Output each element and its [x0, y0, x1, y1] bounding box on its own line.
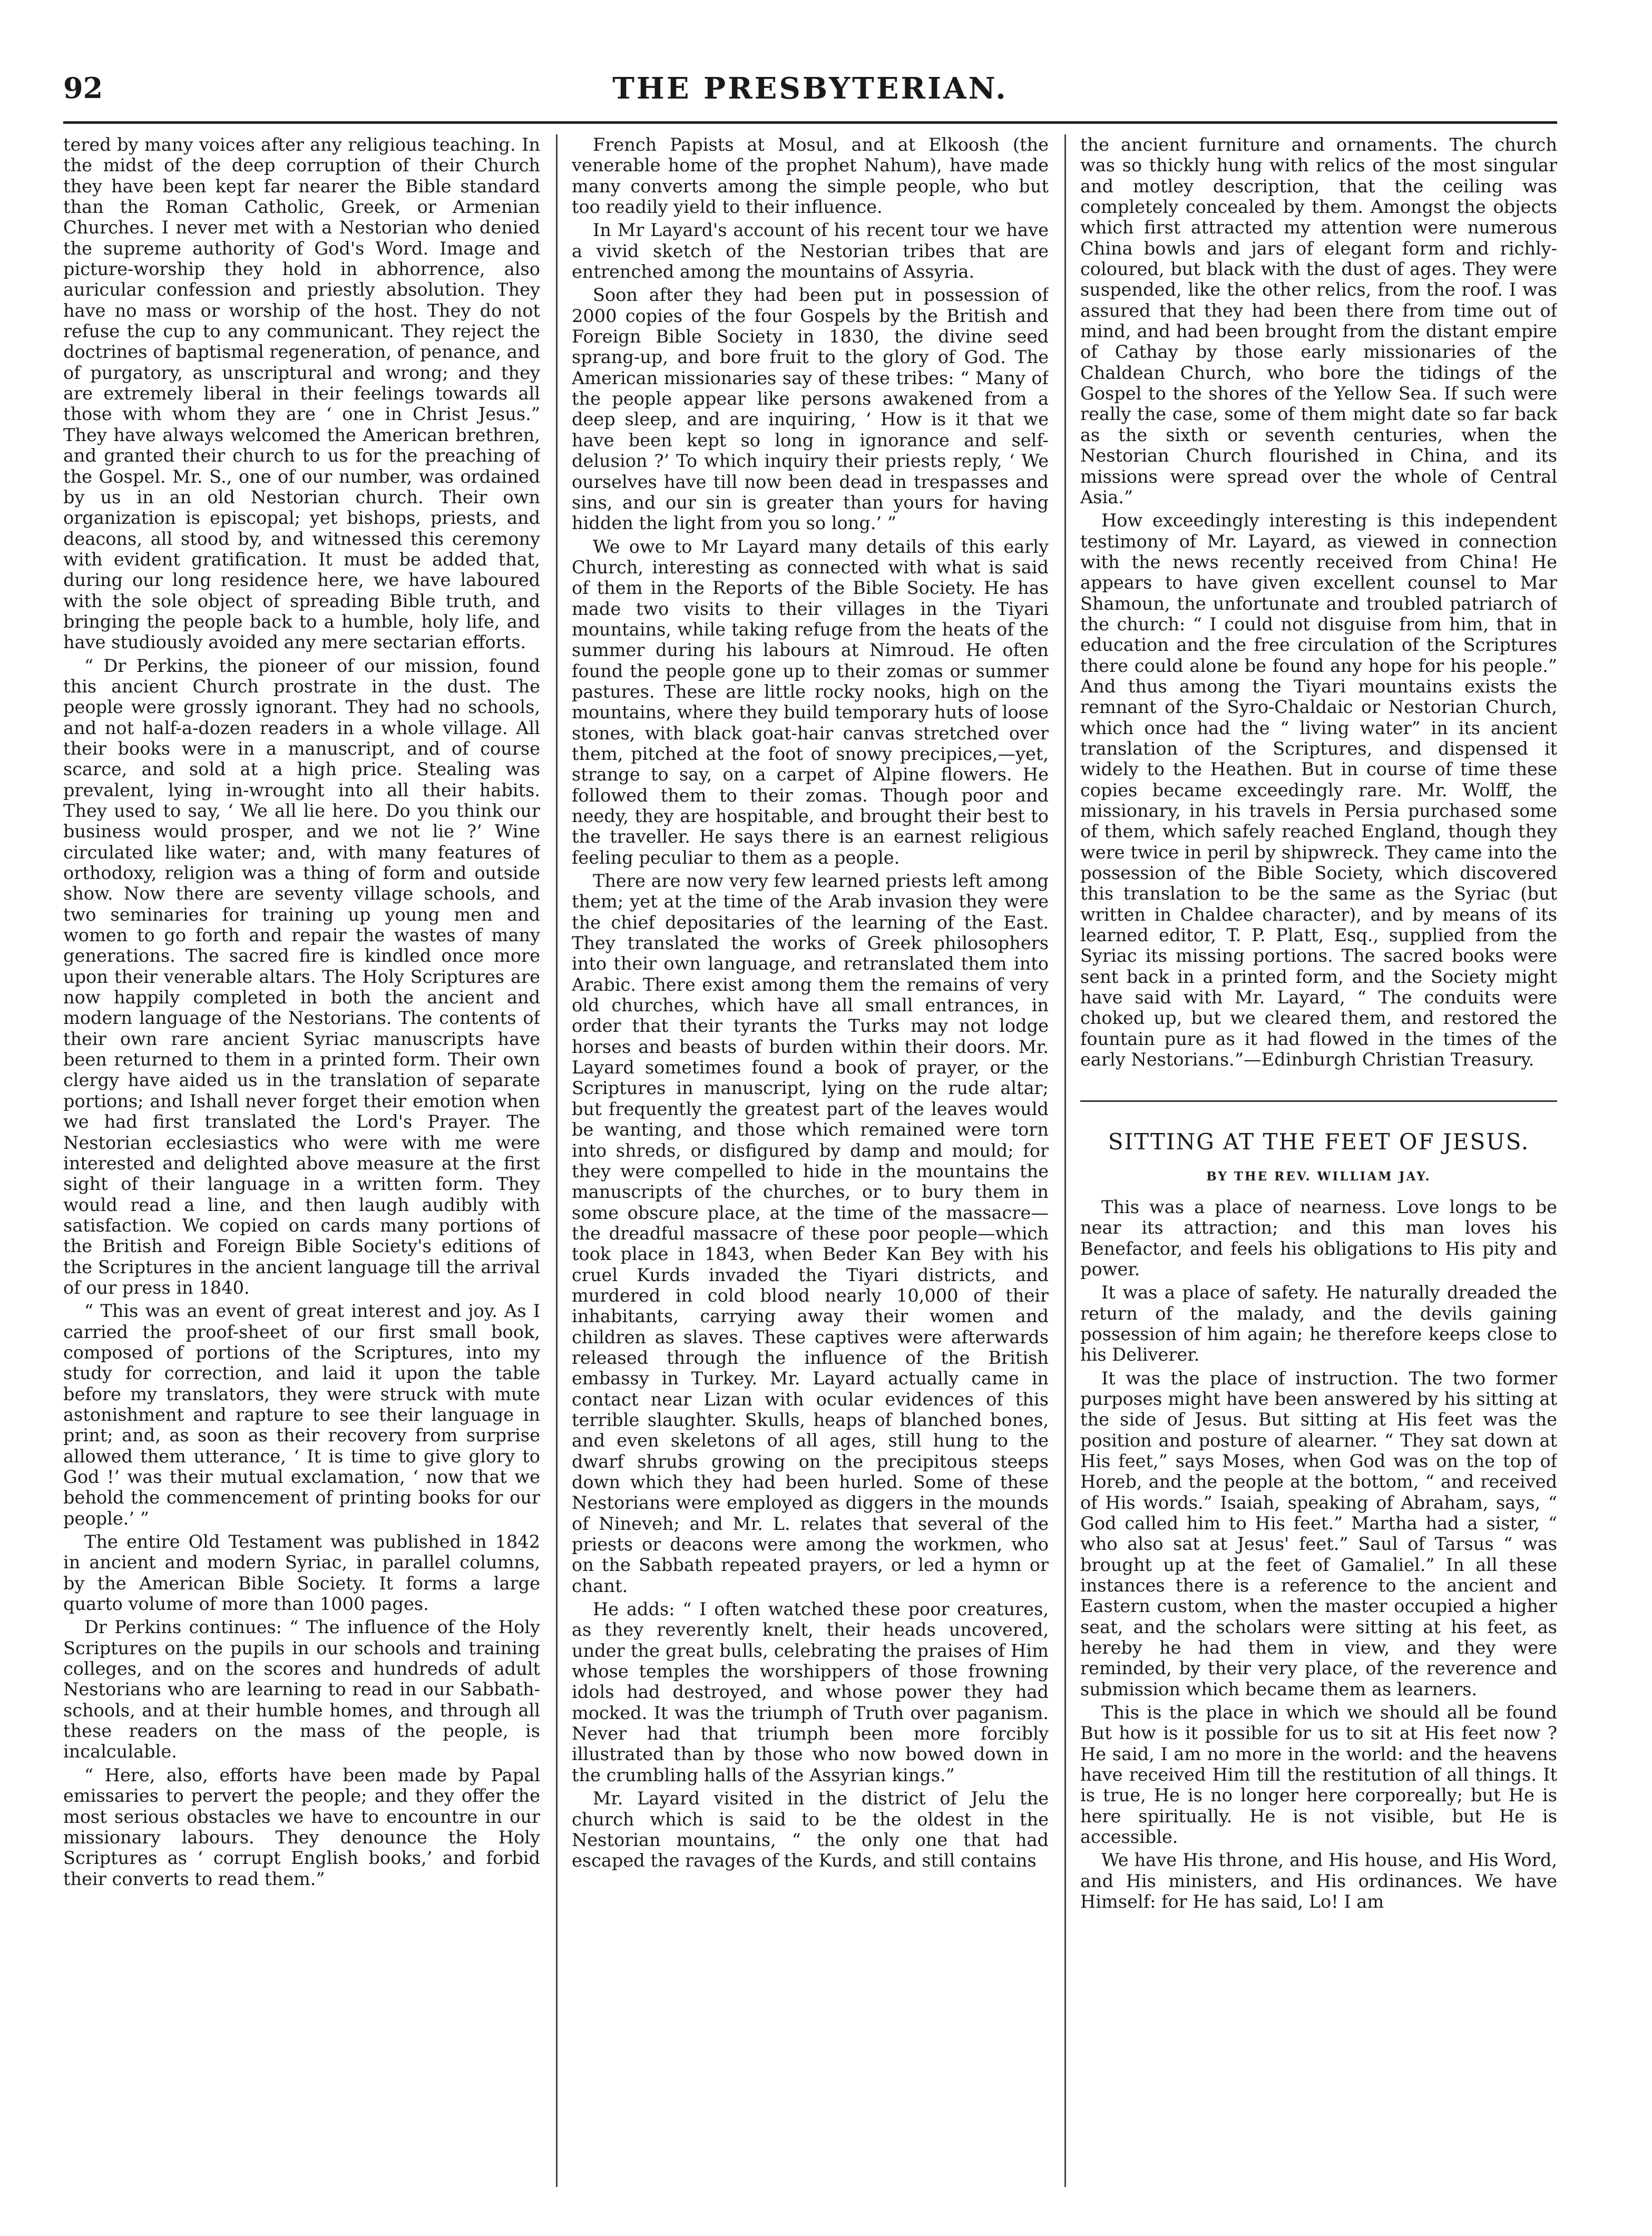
running-title: THE PRESBYTERIAN.: [612, 71, 1008, 106]
column-rule-1: [556, 134, 558, 2187]
paragraph: French Papists at Mosul, and at Elkoosh (the venerable home of the prophet Nahum), have made many converts among the simple people, who but too readily yield to their influence.: [572, 134, 1049, 218]
paragraph: Soon after they had been put in possession of 2000 copies of the four Gospels by the British and Foreign Bible Society in 1830, the divine seed sprang-up, and bore fruit to the glory of God. The American missionaries say of these tribes: “ Many of the people appear like persons awakened from a deep sleep, and are inquiring, ‘ How is it that we have been kept so long in ignorance and self-delusion ?’ To which inquiry their priests reply, ‘ We ourselves have till now been dead in trespasses and sins, and our sin is greater than yours for having hidden the light from you so long.’ ”: [572, 285, 1049, 534]
paragraph: Mr. Layard visited in the district of Jelu the church which is said to be the oldest in the Nestorian mountains, “ the only one that had escaped the ravages of the Kurds, and still contains: [572, 1788, 1049, 1871]
page-number: 92: [63, 71, 103, 105]
paragraph: “ This was an event of great interest and joy. As I carried the proof-sheet of our first small book, composed of portions of the Scriptures, into my study for correction, and laid it upon the table before my translators, they were struck with mute astonishment and rapture to see their language in print; and, as soon as their recovery from surprise allowed them utterance, ‘ It is time to give glory to God !’ was their mutual exclamation, ‘ now that we behold the commencement of printing books for our people.’ ”: [63, 1301, 540, 1529]
paragraph: We have His throne, and His house, and His Word, and His ministers, and His ordinances. We have Himself: for He has said, Lo! I am: [1080, 1850, 1557, 1912]
paragraph: This was a place of nearness. Love longs to be near its attraction; and this man loves his Benefactor, and feels his obligations to His pity and power.: [1080, 1196, 1557, 1280]
paragraph: We owe to Mr Layard many details of this early Church, interesting as connected with what is said of them in the Reports of the Bible Society. He has made two visits to their villages in the Tiyari mountains, while taking refuge from the heats of the summer during his labours at Nimroud. He often found the people gone up to their zomas or summer pastures. These are little rocky nooks, high on the mountains, where they build temporary huts of loose stones, with black goat-hair canvas stretched over them, pitched at the foot of snowy precipices,—yet, strange to say, on a carpet of Alpine flowers. He followed them to their zomas. Though poor and needy, they are hospitable, and brought their best to the traveller. He says there is an earnest religious feeling peculiar to them as a people.: [572, 536, 1049, 868]
paragraph: The entire Old Testament was published in 1842 in ancient and modern Syriac, in parallel columns, by the American Bible Society. It forms a large quarto volume of more than 1000 pages.: [63, 1531, 540, 1615]
paragraph: Dr Perkins continues: “ The influence of the Holy Scriptures on the pupils in our schools and training colleges, and on the scores and hundreds of adult Nestorians who are learning to read in our Sabbath-schools, and at their humble homes, and through all these readers on the mass of the people, is incalculable.: [63, 1617, 540, 1762]
paragraph: “ Here, also, efforts have been made by Papal emissaries to pervert the people; and they offer the most serious obstacles we have to encountre in our missionary labours. They denounce the Holy Scriptures as ‘ corrupt English books,’ and forbid their converts to read them.”: [63, 1764, 540, 1889]
paragraph: In Mr Layard's account of his recent tour we have a vivid sketch of the Nestorian tribes that are entrenched among the mountains of Assyria.: [572, 220, 1049, 282]
column-3: [1080, 134, 1557, 2187]
column-rule-2: [1064, 134, 1066, 2187]
column-2: [572, 134, 1049, 2187]
paragraph: the ancient furniture and ornaments. The church was so thickly hung with relics of the most singular and motley description, that the ceiling was completely concealed by them. Amongst the objects which first attracted my attention were numerous China bowls and jars of elegant form and richly-coloured, but black with the dust of ages. They were suspended, like the other relics, from the roof. I was assured that they had been there from time out of mind, and had been brought from the distant empire of Cathay by those early missionaries of the Chaldean Church, who bore the tidings of the Gospel to the shores of the Yellow Sea. If such were really the case, some of them might date so far back as the sixth or seventh centuries, when the Nestorian Church flourished in China, and its missions were spread over the whole of Central Asia.”: [1080, 134, 1557, 507]
paragraph: It was a place of safety. He naturally dreaded the return of the malady, and the devils gaining possession of him again; he therefore keeps close to his Deliverer.: [1080, 1282, 1557, 1365]
paragraph: This is the place in which we should all be found But how is it possible for us to sit at His feet now ? He said, I am no more in the world: and the heavens have received Him till the restitution of all things. It is true, He is no longer here corporeally; but He is here spiritually. He is not visible, but He is accessible.: [1080, 1702, 1557, 1848]
article-title: SITTING AT THE FEET OF JESUS.: [1108, 1129, 1530, 1155]
paragraph: tered by many voices after any religious teaching. In the midst of the deep corruption of their Church they have been kept far nearer the Bible standard than the Roman Catholic, Greek, or Armenian Churches. I never met with a Nestorian who denied the supreme authority of God's Word. Image and picture-worship they hold in abhorrence, also auricular confession and priestly absolution. They have no mass or worship of the host. They do not refuse the cup to any communicant. They reject the doctrines of baptismal regeneration, of penance, and of purgatory, as unscriptural and wrong; and they are extremely liberal in their feelings towards all those with whom they are ‘ one in Christ Jesus.” They have always welcomed the American brethren, and granted their church to us for the preaching of the Gospel. Mr. S., one of our number, was ordained by us in an old Nestorian church. Their own organization is episcopal; yet bishops, priests, and deacons, all stood by, and witnessed this ceremony with evident gratification. It must be added that, during our long residence here, we have laboured with the sole object of spreading Bible truth, and bringing the people back to a humble, holy life, and have studiously avoided any mere sectarian efforts.: [63, 134, 540, 653]
column-1: [63, 134, 540, 2187]
paragraph: It was the place of instruction. The two former purposes might have been answered by his sitting at the side of Jesus. But sitting at His feet was the position and posture of alearner. “ They sat down at His feet,” says Moses, when God was on the top of Horeb, and the people at the bottom, “ and received of His words.” Isaiah, speaking of Abraham, says, “ God called him to His feet.” Martha had a sister, “ who also sat at Jesus' feet.” Saul of Tarsus “ was brought up at the feet of Gamaliel.” In all these instances there is a reference to the ancient and Eastern custom, when the master occupied a higher seat, and the scholars were sitting at his feet, as hereby he had them in view, and they were reminded, by their very place, of the reverence and submission which became them as learners.: [1080, 1368, 1557, 1700]
page-header: [63, 71, 1557, 124]
paragraph: There are now very few learned priests left among them; yet at the time of the Arab invasion they were the chief depositaries of the learning of the East. They translated the works of Greek philosophers into their own language, and retranslated them into Arabic. There exist among them the remains of very old churches, which have all small entrances, in order that their tyrants the Turks may not lodge horses and beasts of burden within their doors. Mr. Layard sometimes found a book of prayer, or the Scriptures in manuscript, lying on the rude altar; but frequently the greatest part of the leaves would be wanting, and those which remained were torn into shreds, or disfigured by damp and mould; for they were compelled to hide in the mountains the manuscripts of the churches, or to bury them in some obscure place, at the time of the massacre—the dreadful massacre of these poor people—which took place in 1843, when Beder Kan Bey with his cruel Kurds invaded the Tiyari districts, and murdered in cold blood nearly 10,000 of their inhabitants, carrying away their women and children as slaves. These captives were afterwards released through the influence of the British embassy in Turkey. Mr. Layard actually came in contact near Lizan with ocular evidences of this terrible slaughter. Skulls, heaps of blanched bones, and even skeletons of all ages, still hung to the dwarf shrubs growing on the precipitous steeps down which they had been hurled. Some of these Nestorians were employed as diggers in the mounds of Nineveh; and Mr. L. relates that several of the priests or deacons were among the workmen, who on the Sabbath repeated prayers, or led a hymn or chant.: [572, 871, 1049, 1596]
paragraph: He adds: “ I often watched these poor creatures, as they reverently knelt, their heads uncovered, under the great bulls, celebrating the praises of Him whose temples the worshippers of those frowning idols had destroyed, and whose power they had mocked. It was the triumph of Truth over paganism. Never had that triumph been more forcibly illustrated than by those who now bowed down in the crumbling halls of the Assyrian kings.”: [572, 1599, 1049, 1785]
paragraph: “ Dr Perkins, the pioneer of our mission, found this ancient Church prostrate in the dust. The people were grossly ignorant. They had no schools, and not half-a-dozen readers in a whole village. All their books were in a manuscript, and of course scarce, and sold at a high price. Stealing was prevalent, lying in-wrought into all their habits. They used to say, ‘ We all lie here. Do you think our business would prosper, and we not lie ?’ Wine circulated like water; and, with many features of orthodoxy, religion was a thing of form and outside show. Now there are seventy village schools, and two seminaries for training up young men and women to go forth and repair the wastes of many generations. The sacred fire is kindled once more upon their venerable altars. The Holy Scriptures are now happily completed in both the ancient and modern language of the Nestorians. The contents of their own rare ancient Syriac manuscripts have been returned to them in a printed form. Their own clergy have aided us in the translation of separate portions; and Ishall never forget their emotion when we had first translated the Lord's Prayer. The Nestorian ecclesiastics who were with me were interested and delighted above measure at the first sight of their language in a written form. They would read a line, and then laugh audibly with satisfaction. We copied on cards many portions of the British and Foreign Bible Society's editions of the Scriptures in the ancient language till the arrival of our press in 1840.: [63, 655, 540, 1298]
article-separator: [1080, 1100, 1557, 1102]
paragraph: How exceedingly interesting is this independent testimony of Mr. Layard, as viewed in connection with the news recently received from China! He appears to have given excellent counsel to Mar Shamoun, the unfortunate and troubled patriarch of the church: “ I could not disguise from him, that in education and the free circulation of the Scriptures there could alone be found any hope for his people.” And thus among the Tiyari mountains exists the remnant of the Syro-Chaldaic or Nestorian Church, which once had the “ living water” in its ancient translation of the Scriptures, and dispensed it widely to the Heathen. But in course of time these copies became exceedingly rare. Mr. Wolff, the missionary, in his travels in Persia purchased some of them, which safely reached England, though they were twice in peril by shipwreck. They came into the possession of the Bible Society, which discovered this translation to be the same as the Syriac (but written in Chaldee character), and by means of its learned editor, T. P. Platt, Esq., supplied from the Syriac its missing portions. The sacred books were sent back in a printed form, and the Society might have said with Mr. Layard, “ The conduits were choked up, but we cleared them, and restored the fountain pure as it had flowed in the times of the early Nestorians.”—Edinburgh Christian Treasury.: [1080, 510, 1557, 1070]
article-byline: BY THE REV. WILLIAM JAY.: [1206, 1169, 1431, 1184]
